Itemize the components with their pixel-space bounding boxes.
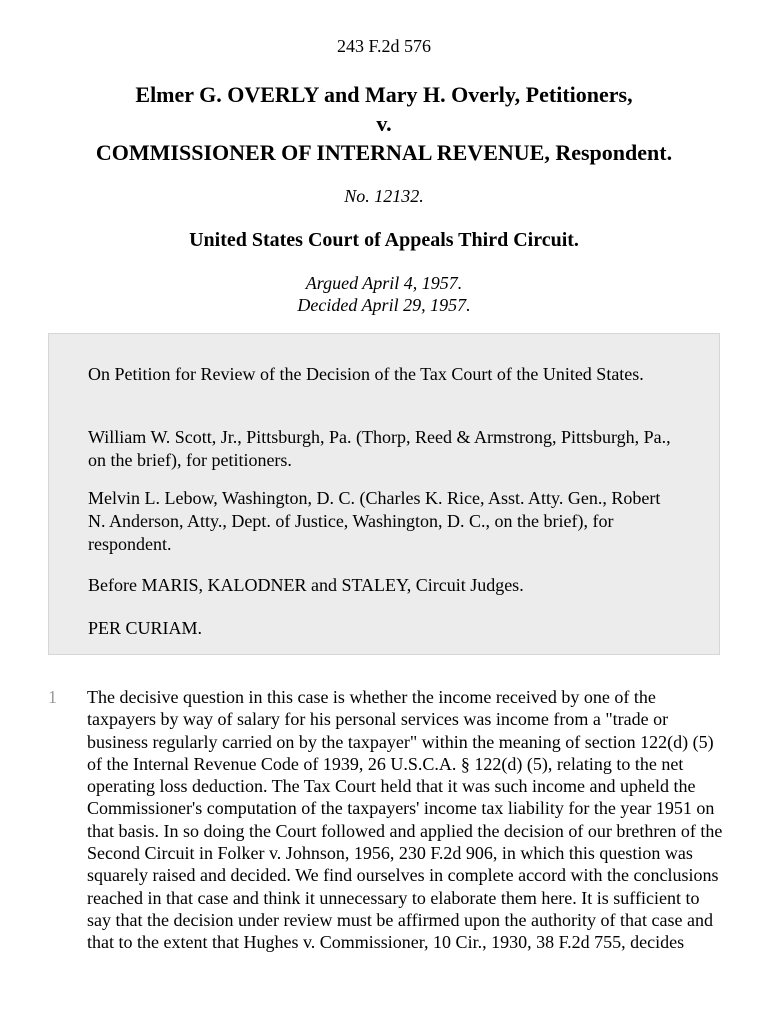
case-title-versus: v. xyxy=(376,111,392,136)
opinion-paragraph: The decisive question in this case is whether the income received by one of the taxpayers by way of salary for his personal services was income from a "trade or business regularly carried on by the taxpayer" within the meaning of section 122(d) (5) of the Internal Revenue Code of 1939, 26 U.S.C.A. § 122(d) (5), relating to the net operating loss deduction. The Tax Court held that it was such income and upheld the Commissioner's computation of the taxpayers' income tax liability for the year 1951 on that basis. In so doing the Court followed and applied the decision of our brethren of the Second Circuit in Folker v. Johnson, 1956, 230 F.2d 906, in which this question was squarely raised and decided. We find ourselves in complete accord with the conclusions reached in that case and think it unnecessary to elaborate them here. It is sufficient to say that the decision under review must be affirmed upon the authority of that case and that to the extent that Hughes v. Commissioner, 10 Cir., 1930, 38 F.2d 755, decides xyxy=(87,687,723,953)
docket-number: No. 12132. xyxy=(344,186,424,206)
petitioner-counsel: William W. Scott, Jr., Pittsburgh, Pa. (Thorp, Reed & Armstrong, Pittsburgh, Pa., on the brief), for petitioners. xyxy=(88,427,671,470)
case-dates xyxy=(0,272,768,316)
paragraph-number: 1 xyxy=(48,687,57,707)
petition-text: On Petition for Review of the Decision of the Tax Court of the United States. xyxy=(88,364,644,384)
respondent-counsel: Melvin L. Lebow, Washington, D. C. (Charles K. Rice, Asst. Atty. Gen., Robert N. Anderson, Atty., Dept. of Justice, Washington, D. C., on the brief), for respondent. xyxy=(88,488,661,554)
case-title-respondent: COMMISSIONER OF INTERNAL REVENUE, Respondent. xyxy=(95,140,673,165)
court-name: United States Court of Appeals Third Circuit. xyxy=(189,229,579,251)
decided-date: Decided April 29, 1957. xyxy=(297,295,471,315)
case-summary-box xyxy=(48,333,720,655)
per-curiam-label: PER CURIAM. xyxy=(88,618,203,638)
case-citation: 243 F.2d 576 xyxy=(336,36,432,56)
judges-panel: Before MARIS, KALODNER and STALEY, Circuit Judges. xyxy=(88,575,524,595)
case-title-petitioners: Elmer G. OVERLY and Mary H. Overly, Petitioners, xyxy=(135,82,633,107)
argued-date: Argued April 4, 1957. xyxy=(305,273,463,293)
case-title xyxy=(0,80,768,167)
